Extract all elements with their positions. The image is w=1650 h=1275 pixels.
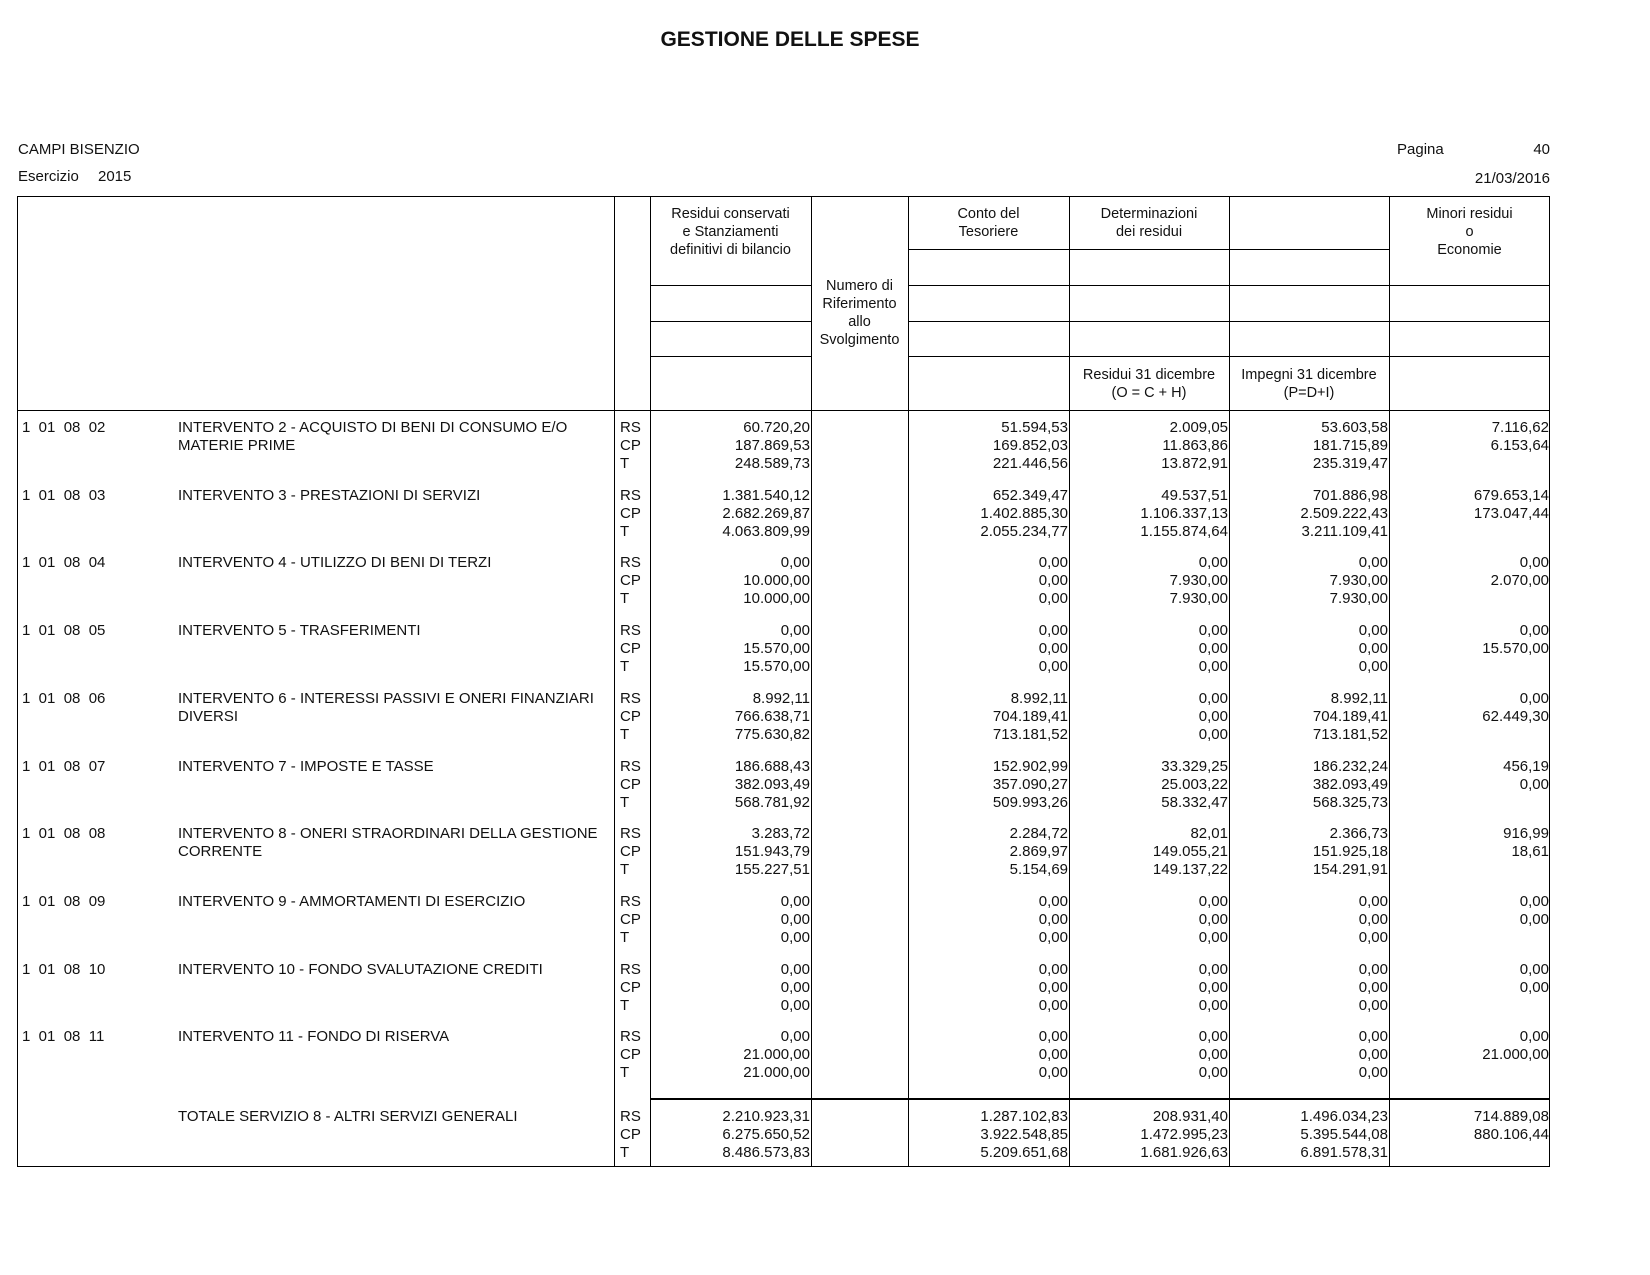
value-p: 0,00 [1358, 1028, 1388, 1046]
value-p: 0,00 [1358, 1046, 1388, 1064]
value-p: 0,00 [1358, 892, 1388, 910]
header-line [1389, 285, 1550, 286]
value-m: 2.682.269,87 [722, 504, 810, 522]
column-divider [1069, 196, 1070, 1166]
value-p: 568.325,73 [1312, 793, 1388, 811]
row-type-cp: CP [620, 707, 641, 725]
value-o: 0,00 [1198, 707, 1228, 725]
ente-name: CAMPI BISENZIO [18, 141, 140, 158]
value-m: 1.381.540,12 [722, 486, 810, 504]
column-divider [1229, 196, 1230, 1166]
row-descrizione: INTERVENTO 9 - AMMORTAMENTI DI ESERCIZIO [178, 892, 526, 910]
row-descrizione: INTERVENTO 3 - PRESTAZIONI DI SERVIZI [178, 486, 481, 504]
row-type-t: T [620, 928, 630, 946]
value-n: 5.209.651,68 [980, 1144, 1068, 1161]
value-n: 0,00 [1038, 640, 1068, 658]
value-m: 60.720,20 [743, 419, 810, 436]
value-e: 0,00 [1519, 1028, 1549, 1046]
row-descrizione: INTERVENTO 8 - ONERI STRAORDINARI DELLA GESTIONE CORRENTE [178, 825, 598, 861]
value-o: 49.537,51 [1161, 486, 1228, 504]
value-e: 714.889,08 [1473, 1108, 1549, 1125]
column-divider [650, 196, 651, 1166]
value-e: 15.570,00 [1482, 640, 1549, 658]
value-o: 1.155.874,64 [1140, 522, 1228, 540]
value-e: 21.000,00 [1482, 1046, 1549, 1064]
value-o: 0,00 [1198, 928, 1228, 946]
value-n: 713.181,52 [992, 725, 1068, 743]
value-o: 7.930,00 [1169, 572, 1228, 590]
value-o: 0,00 [1198, 554, 1228, 572]
value-p: 235.319,47 [1312, 455, 1388, 472]
column-divider [908, 196, 909, 1166]
header-line [650, 285, 811, 286]
value-o: 0,00 [1198, 640, 1228, 658]
row-type-t: T [620, 725, 630, 743]
row-type-t: T [620, 455, 630, 472]
value-n: 0,00 [1038, 910, 1068, 928]
value-n: 0,00 [1038, 892, 1068, 910]
row-code: 1 01 08 08 [22, 825, 106, 843]
value-m: 0,00 [780, 1028, 810, 1046]
value-m: 186.688,43 [734, 757, 810, 775]
value-n: 0,00 [1038, 572, 1068, 590]
value-o: 0,00 [1198, 960, 1228, 978]
row-type-t: T [620, 996, 630, 1014]
esercizio-label: Esercizio [18, 168, 79, 185]
value-m: 0,00 [780, 960, 810, 978]
value-o: 33.329,25 [1161, 757, 1228, 775]
header-line [908, 321, 1550, 322]
value-e: 7.116,62 [1491, 419, 1549, 436]
row-type-t: T [620, 522, 630, 540]
row-code: 1 01 08 03 [22, 486, 106, 504]
value-p: 0,00 [1358, 554, 1388, 572]
row-type-cp: CP [620, 775, 641, 793]
value-m: 8.486.573,83 [722, 1144, 810, 1161]
value-m: 6.275.650,52 [722, 1126, 810, 1143]
header-line [650, 356, 811, 357]
row-code: 1 01 08 09 [22, 892, 106, 910]
value-o: 0,00 [1198, 1046, 1228, 1064]
value-p: 701.886,98 [1312, 486, 1388, 504]
value-m: 21.000,00 [743, 1046, 810, 1064]
header-impegni-31-dicembre: (P=D+I) [1283, 385, 1335, 401]
value-e: 62.449,30 [1482, 707, 1549, 725]
value-p: 0,00 [1358, 622, 1388, 640]
value-p: 0,00 [1358, 978, 1388, 996]
header-stanziamenti: e Stanziamenti [682, 224, 779, 240]
value-e: 0,00 [1519, 775, 1549, 793]
value-p: 186.232,24 [1312, 757, 1388, 775]
value-p: 0,00 [1358, 910, 1388, 928]
value-m: 8.992,11 [752, 689, 810, 707]
value-n: 221.446,56 [992, 455, 1068, 472]
row-code: 1 01 08 05 [22, 622, 106, 640]
row-type-rs: RS [620, 622, 641, 640]
row-type-t: T [620, 793, 630, 811]
value-n: 0,00 [1038, 590, 1068, 608]
value-m: 21.000,00 [743, 1064, 810, 1082]
value-e: 0,00 [1519, 554, 1549, 572]
value-p: 713.181,52 [1312, 725, 1388, 743]
value-n: 0,00 [1038, 928, 1068, 946]
value-e: 0,00 [1519, 978, 1549, 996]
row-descrizione: INTERVENTO 4 - UTILIZZO DI BENI DI TERZI [178, 554, 492, 572]
value-n: 152.902,99 [992, 757, 1068, 775]
row-type-rs: RS [620, 1028, 641, 1046]
value-p: 1.496.034,23 [1300, 1108, 1388, 1125]
value-n: 0,00 [1038, 996, 1068, 1014]
value-n: 704.189,41 [992, 707, 1068, 725]
value-o: 0,00 [1198, 689, 1228, 707]
row-type-cp: CP [620, 843, 641, 861]
row-type-t: T [620, 861, 630, 879]
header-numero-riferimento: Riferimento [822, 296, 897, 312]
value-m: 4.063.809,99 [722, 522, 810, 540]
value-n: 169.852,03 [992, 437, 1068, 454]
value-e: 6.153,64 [1490, 437, 1549, 454]
value-m: 3.283,72 [751, 825, 810, 843]
value-o: 13.872,91 [1161, 455, 1228, 472]
value-o: 149.055,21 [1152, 843, 1228, 861]
header-stanziamenti: definitivi di bilancio [670, 242, 791, 258]
value-n: 509.993,26 [992, 793, 1068, 811]
header-impegni-31-dicembre: Impegni 31 dicembre [1241, 367, 1377, 383]
value-m: 151.943,79 [734, 843, 810, 861]
row-type-rs: RS [620, 554, 641, 572]
row-type-cp: CP [620, 640, 641, 658]
row-descrizione: INTERVENTO 10 - FONDO SVALUTAZIONE CREDITI [178, 960, 543, 978]
value-n: 2.869,97 [1009, 843, 1068, 861]
value-n: 0,00 [1038, 960, 1068, 978]
value-o: 82,01 [1190, 825, 1228, 843]
value-p: 382.093,49 [1312, 775, 1388, 793]
value-o: 208.931,40 [1152, 1108, 1228, 1125]
value-o: 1.106.337,13 [1140, 504, 1228, 522]
value-o: 25.003,22 [1161, 775, 1228, 793]
row-descrizione: INTERVENTO 2 - ACQUISTO DI BENI DI CONSUMO E/O MATERIE PRIME [178, 419, 568, 454]
value-n: 0,00 [1038, 658, 1068, 676]
value-o: 0,00 [1198, 910, 1228, 928]
row-type-rs: RS [620, 486, 641, 504]
row-type-cp: CP [620, 1046, 641, 1064]
pagina-label: Pagina [1397, 141, 1444, 158]
value-m: 2.210.923,31 [722, 1108, 810, 1125]
value-n: 0,00 [1038, 1046, 1068, 1064]
value-n: 0,00 [1038, 978, 1068, 996]
value-o: 0,00 [1198, 1028, 1228, 1046]
value-n: 1.402.885,30 [980, 504, 1068, 522]
page-title: GESTIONE DELLE SPESE [660, 28, 920, 51]
value-n: 51.594,53 [1001, 419, 1068, 436]
value-m: 0,00 [780, 928, 810, 946]
row-type-cp: CP [620, 437, 641, 454]
value-o: 0,00 [1198, 892, 1228, 910]
value-m: 382.093,49 [734, 775, 810, 793]
row-descrizione: INTERVENTO 5 - TRASFERIMENTI [178, 622, 421, 640]
pagina-number: 40 [1533, 141, 1550, 158]
value-m: 10.000,00 [743, 572, 810, 590]
header-minori-residui: Economie [1437, 242, 1502, 258]
value-p: 151.925,18 [1312, 843, 1388, 861]
value-p: 0,00 [1358, 928, 1388, 946]
header-line [908, 356, 1550, 357]
value-p: 2.509.222,43 [1300, 504, 1388, 522]
value-e: 0,00 [1519, 622, 1549, 640]
value-m: 15.570,00 [743, 640, 810, 658]
value-p: 0,00 [1358, 960, 1388, 978]
value-e: 0,00 [1519, 689, 1549, 707]
value-m: 766.638,71 [734, 707, 810, 725]
value-o: 2.009,05 [1169, 419, 1228, 436]
header-residui-31-dicembre: Residui 31 dicembre [1082, 367, 1216, 383]
value-m: 0,00 [780, 996, 810, 1014]
row-type-rs: RS [620, 689, 641, 707]
value-o: 1.681.926,63 [1140, 1144, 1228, 1161]
value-n: 1.287.102,83 [980, 1108, 1068, 1125]
value-n: 0,00 [1038, 554, 1068, 572]
header-determinazioni: dei residui [1115, 224, 1183, 240]
value-o: 0,00 [1198, 978, 1228, 996]
value-o: 0,00 [1198, 725, 1228, 743]
row-type-rs: RS [620, 419, 641, 436]
row-type-rs: RS [620, 960, 641, 978]
row-type-t: T [620, 658, 630, 676]
header-line [908, 249, 1389, 250]
report-date: 21/03/2016 [1474, 170, 1550, 187]
value-e: 916,99 [1503, 825, 1549, 843]
row-type-cp: CP [620, 910, 641, 928]
header-numero-riferimento: Svolgimento [819, 332, 900, 348]
header-conto-tesoriere: Tesoriere [958, 224, 1019, 240]
value-o: 7.930,00 [1169, 590, 1228, 608]
value-n: 2.284,72 [1009, 825, 1068, 843]
value-n: 2.055.234,77 [980, 522, 1068, 540]
esercizio-year: 2015 [98, 168, 132, 185]
row-type-t: T [620, 1144, 630, 1161]
value-m: 248.589,73 [734, 455, 810, 472]
value-o: 0,00 [1198, 622, 1228, 640]
value-p: 0,00 [1358, 996, 1388, 1014]
value-n: 5.154,69 [1009, 861, 1068, 879]
value-p: 7.930,00 [1329, 572, 1388, 590]
value-e: 18,61 [1511, 843, 1549, 861]
value-o: 0,00 [1198, 996, 1228, 1014]
value-m: 568.781,92 [734, 793, 810, 811]
header-minori-residui: Minori residui [1426, 206, 1513, 222]
row-descrizione: INTERVENTO 7 - IMPOSTE E TASSE [178, 757, 434, 775]
header-minori-residui: o [1465, 224, 1474, 240]
value-m: 0,00 [780, 892, 810, 910]
value-p: 154.291,91 [1312, 861, 1388, 879]
row-code: 1 01 08 10 [22, 960, 106, 978]
value-n: 0,00 [1038, 1064, 1068, 1082]
row-type-rs: RS [620, 825, 641, 843]
row-type-cp: CP [620, 978, 641, 996]
value-n: 0,00 [1038, 1028, 1068, 1046]
value-p: 7.930,00 [1329, 590, 1388, 608]
column-divider [614, 196, 615, 1166]
value-o: 11.863,86 [1162, 437, 1228, 454]
value-m: 15.570,00 [743, 658, 810, 676]
header-conto-tesoriere: Conto del [957, 206, 1020, 222]
row-type-cp: CP [620, 1126, 641, 1143]
value-m: 775.630,82 [734, 725, 810, 743]
row-type-t: T [620, 1064, 630, 1082]
value-m: 187.869,53 [734, 437, 810, 454]
value-e: 0,00 [1519, 892, 1549, 910]
value-e: 173.047,44 [1473, 504, 1549, 522]
value-p: 0,00 [1358, 1064, 1388, 1082]
row-code: 1 01 08 02 [22, 419, 106, 436]
row-code: 1 01 08 11 [22, 1028, 105, 1046]
value-p: 181.715,89 [1312, 437, 1388, 454]
value-p: 704.189,41 [1312, 707, 1388, 725]
value-m: 155.227,51 [734, 861, 810, 879]
value-n: 652.349,47 [992, 486, 1068, 504]
value-n: 0,00 [1038, 622, 1068, 640]
header-residui-31-dicembre: (O = C + H) [1111, 385, 1187, 401]
value-p: 53.603,58 [1321, 419, 1388, 436]
table-frame [17, 196, 1550, 1167]
value-n: 8.992,11 [1010, 689, 1068, 707]
column-divider [1389, 196, 1390, 1166]
row-type-rs: RS [620, 757, 641, 775]
value-m: 10.000,00 [743, 590, 810, 608]
value-p: 6.891.578,31 [1300, 1144, 1388, 1161]
value-p: 2.366,73 [1329, 825, 1388, 843]
value-o: 58.332,47 [1161, 793, 1228, 811]
value-o: 1.472.995,23 [1140, 1126, 1228, 1143]
row-type-t: T [620, 590, 630, 608]
row-descrizione: INTERVENTO 11 - FONDO DI RISERVA [178, 1028, 450, 1046]
header-line [650, 321, 811, 322]
value-m: 0,00 [780, 622, 810, 640]
value-o: 0,00 [1198, 1064, 1228, 1082]
header-numero-riferimento: Numero di [826, 278, 893, 294]
row-code: 1 01 08 06 [22, 689, 106, 707]
row-code: 1 01 08 07 [22, 757, 106, 775]
value-p: 3.211.109,41 [1301, 522, 1388, 540]
value-e: 456,19 [1503, 757, 1549, 775]
row-type-rs: RS [620, 892, 641, 910]
value-p: 0,00 [1358, 658, 1388, 676]
value-n: 357.090,27 [992, 775, 1068, 793]
value-p: 8.992,11 [1330, 689, 1388, 707]
value-e: 0,00 [1519, 960, 1549, 978]
header-stanziamenti: Residui conservati [671, 206, 790, 222]
row-code: 1 01 08 04 [22, 554, 106, 572]
header-determinazioni: Determinazioni [1100, 206, 1198, 222]
value-m: 0,00 [780, 554, 810, 572]
value-p: 5.395.544,08 [1300, 1126, 1388, 1143]
value-n: 3.922.548,85 [980, 1126, 1068, 1143]
header-divider [17, 410, 1550, 411]
value-e: 880.106,44 [1473, 1126, 1549, 1143]
row-type-rs: RS [620, 1108, 641, 1125]
value-o: 0,00 [1198, 658, 1228, 676]
value-m: 0,00 [780, 978, 810, 996]
value-o: 149.137,22 [1152, 861, 1228, 879]
header-numero-riferimento: allo [848, 314, 871, 330]
totale-descrizione: TOTALE SERVIZIO 8 - ALTRI SERVIZI GENERALI [178, 1108, 518, 1125]
value-e: 0,00 [1519, 910, 1549, 928]
totale-divider [650, 1098, 1550, 1100]
value-m: 0,00 [780, 910, 810, 928]
value-e: 2.070,00 [1490, 572, 1549, 590]
row-descrizione: INTERVENTO 6 - INTERESSI PASSIVI E ONERI FINANZIARI DIVERSI [178, 689, 594, 725]
value-p: 0,00 [1358, 640, 1388, 658]
value-e: 679.653,14 [1473, 486, 1549, 504]
row-type-cp: CP [620, 572, 641, 590]
row-type-cp: CP [620, 504, 641, 522]
